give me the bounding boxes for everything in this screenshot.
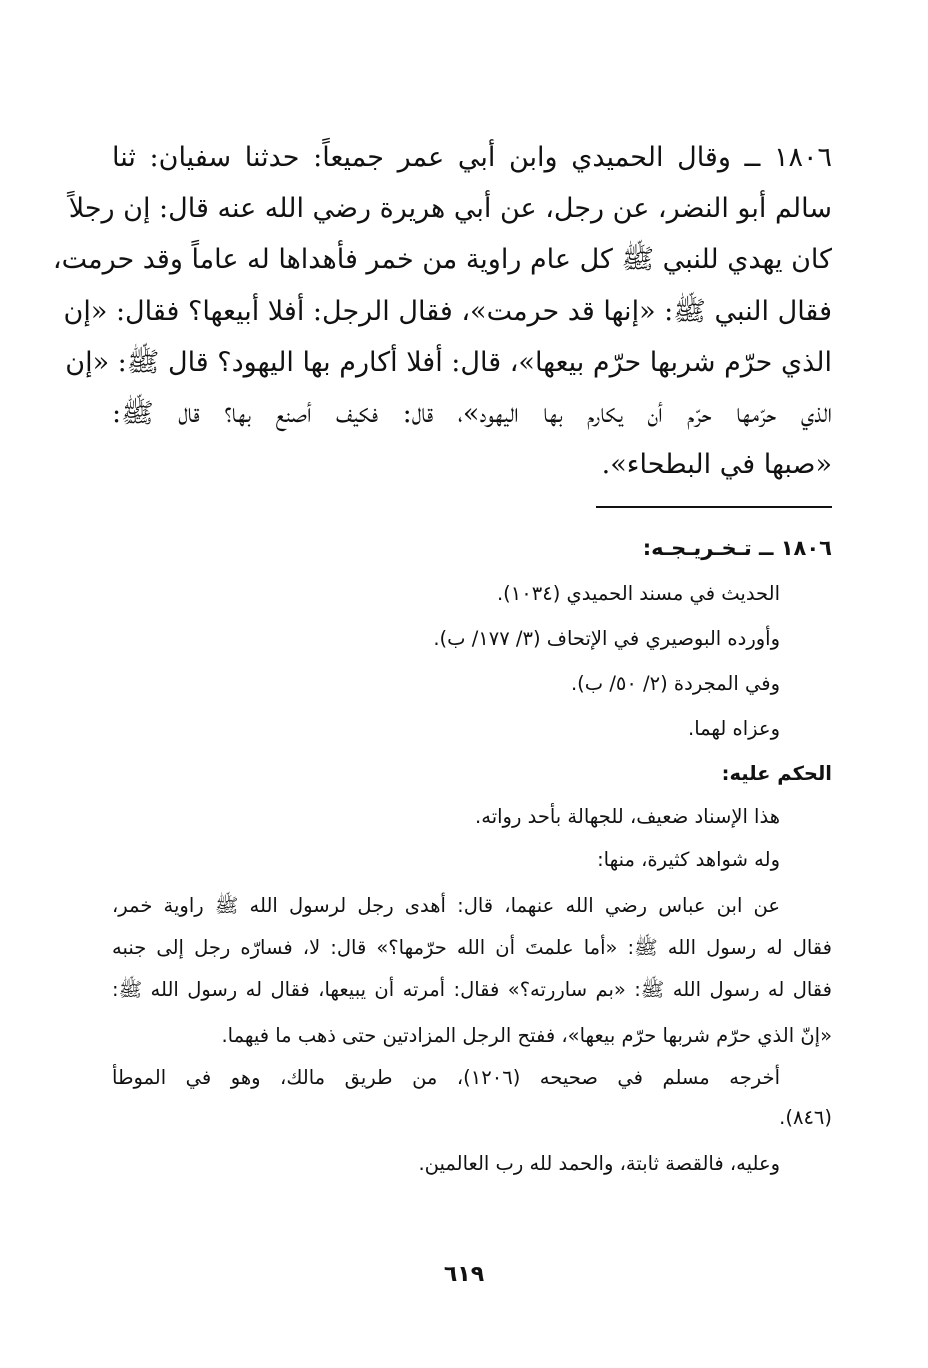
hadith-line: الذي حرّم شربها حرّم بيعها»، قال: أفلا أكارم بها اليهود؟ قال ﷺ: «إن	[65, 346, 832, 378]
hadith-line: كان يهدي للنبي ﷺ كل عام راوية من خمر فأهداها له عاماً وقد حرمت،	[52, 244, 832, 276]
takhrij-heading: ١٨٠٦ ــ تـخـريـجـه:	[642, 536, 832, 560]
hadith-line: سالم أبو النضر، عن رجل، عن أبي هريرة رضي الله عنه قال: إن رجلاً	[68, 193, 832, 225]
conclusion-line: وعليه، فالقصة ثابتة، والحمد لله رب العالمين.	[418, 1152, 780, 1175]
shahid-line: فقال له رسول الله ﷺ: «أما علمتَ أن الله حرّمها؟» قال: لا، فسارّه رجل إلى جنبه	[112, 936, 832, 959]
hukm-line: هذا الإسناد ضعيف، للجهالة بأحد رواته.	[475, 805, 780, 828]
hukm-line: وله شواهد كثيرة، منها:	[597, 848, 780, 871]
muslim-line: (٨٤٦).	[779, 1106, 832, 1129]
hadith-line: «صبها في البطحاء».	[601, 449, 832, 481]
shahid-line: عن ابن عباس رضي الله عنهما، قال: أهدى رجل لرسول الله ﷺ راوية خمر،	[112, 894, 780, 917]
hukm-heading: الحكم عليه:	[721, 762, 832, 785]
shahid-line: فقال له رسول الله ﷺ: «بم ساررته؟» فقال: أمرته أن يبيعها، فقال له رسول الله ﷺ:	[112, 978, 832, 1001]
hadith-line: ١٨٠٦ ــ وقال الحميدي وابن أبي عمر جميعاً: حدثنا سفيان: ثنا	[112, 142, 832, 173]
takhrij-line: وعزاه لهما.	[688, 717, 780, 740]
takhrij-line: وأورده البوصيري في الإتحاف (٣/ ١٧٧/ ب).	[433, 627, 780, 650]
takhrij-line: وفي المجردة (٢/ ٥٠/ ب).	[570, 672, 780, 695]
takhrij-line: الحديث في مسند الحميدي (١٠٣٤).	[496, 582, 780, 605]
shahid-line: «إنّ الذي حرّم شربها حرّم بيعها»، ففتح الرجل المزادتين حتى ذهب ما فيهما.	[221, 1024, 832, 1047]
muslim-line: أخرجه مسلم في صحيحه (١٢٠٦)، من طريق مالك، وهو في الموطأ	[112, 1066, 780, 1089]
hadith-line: فقال النبي ﷺ: «إنها قد حرمت»، فقال الرجل: أفلا أبيعها؟ فقال: «إن	[63, 295, 832, 327]
hadith-line: الذي حرّمها حرّم أن يكارم بها اليهود»، قال: فكيف أصنع بها؟ قال ﷺ:	[112, 397, 832, 429]
page-number: ٦١٩	[443, 1262, 485, 1287]
footnotes	[52, 0, 832, 1368]
